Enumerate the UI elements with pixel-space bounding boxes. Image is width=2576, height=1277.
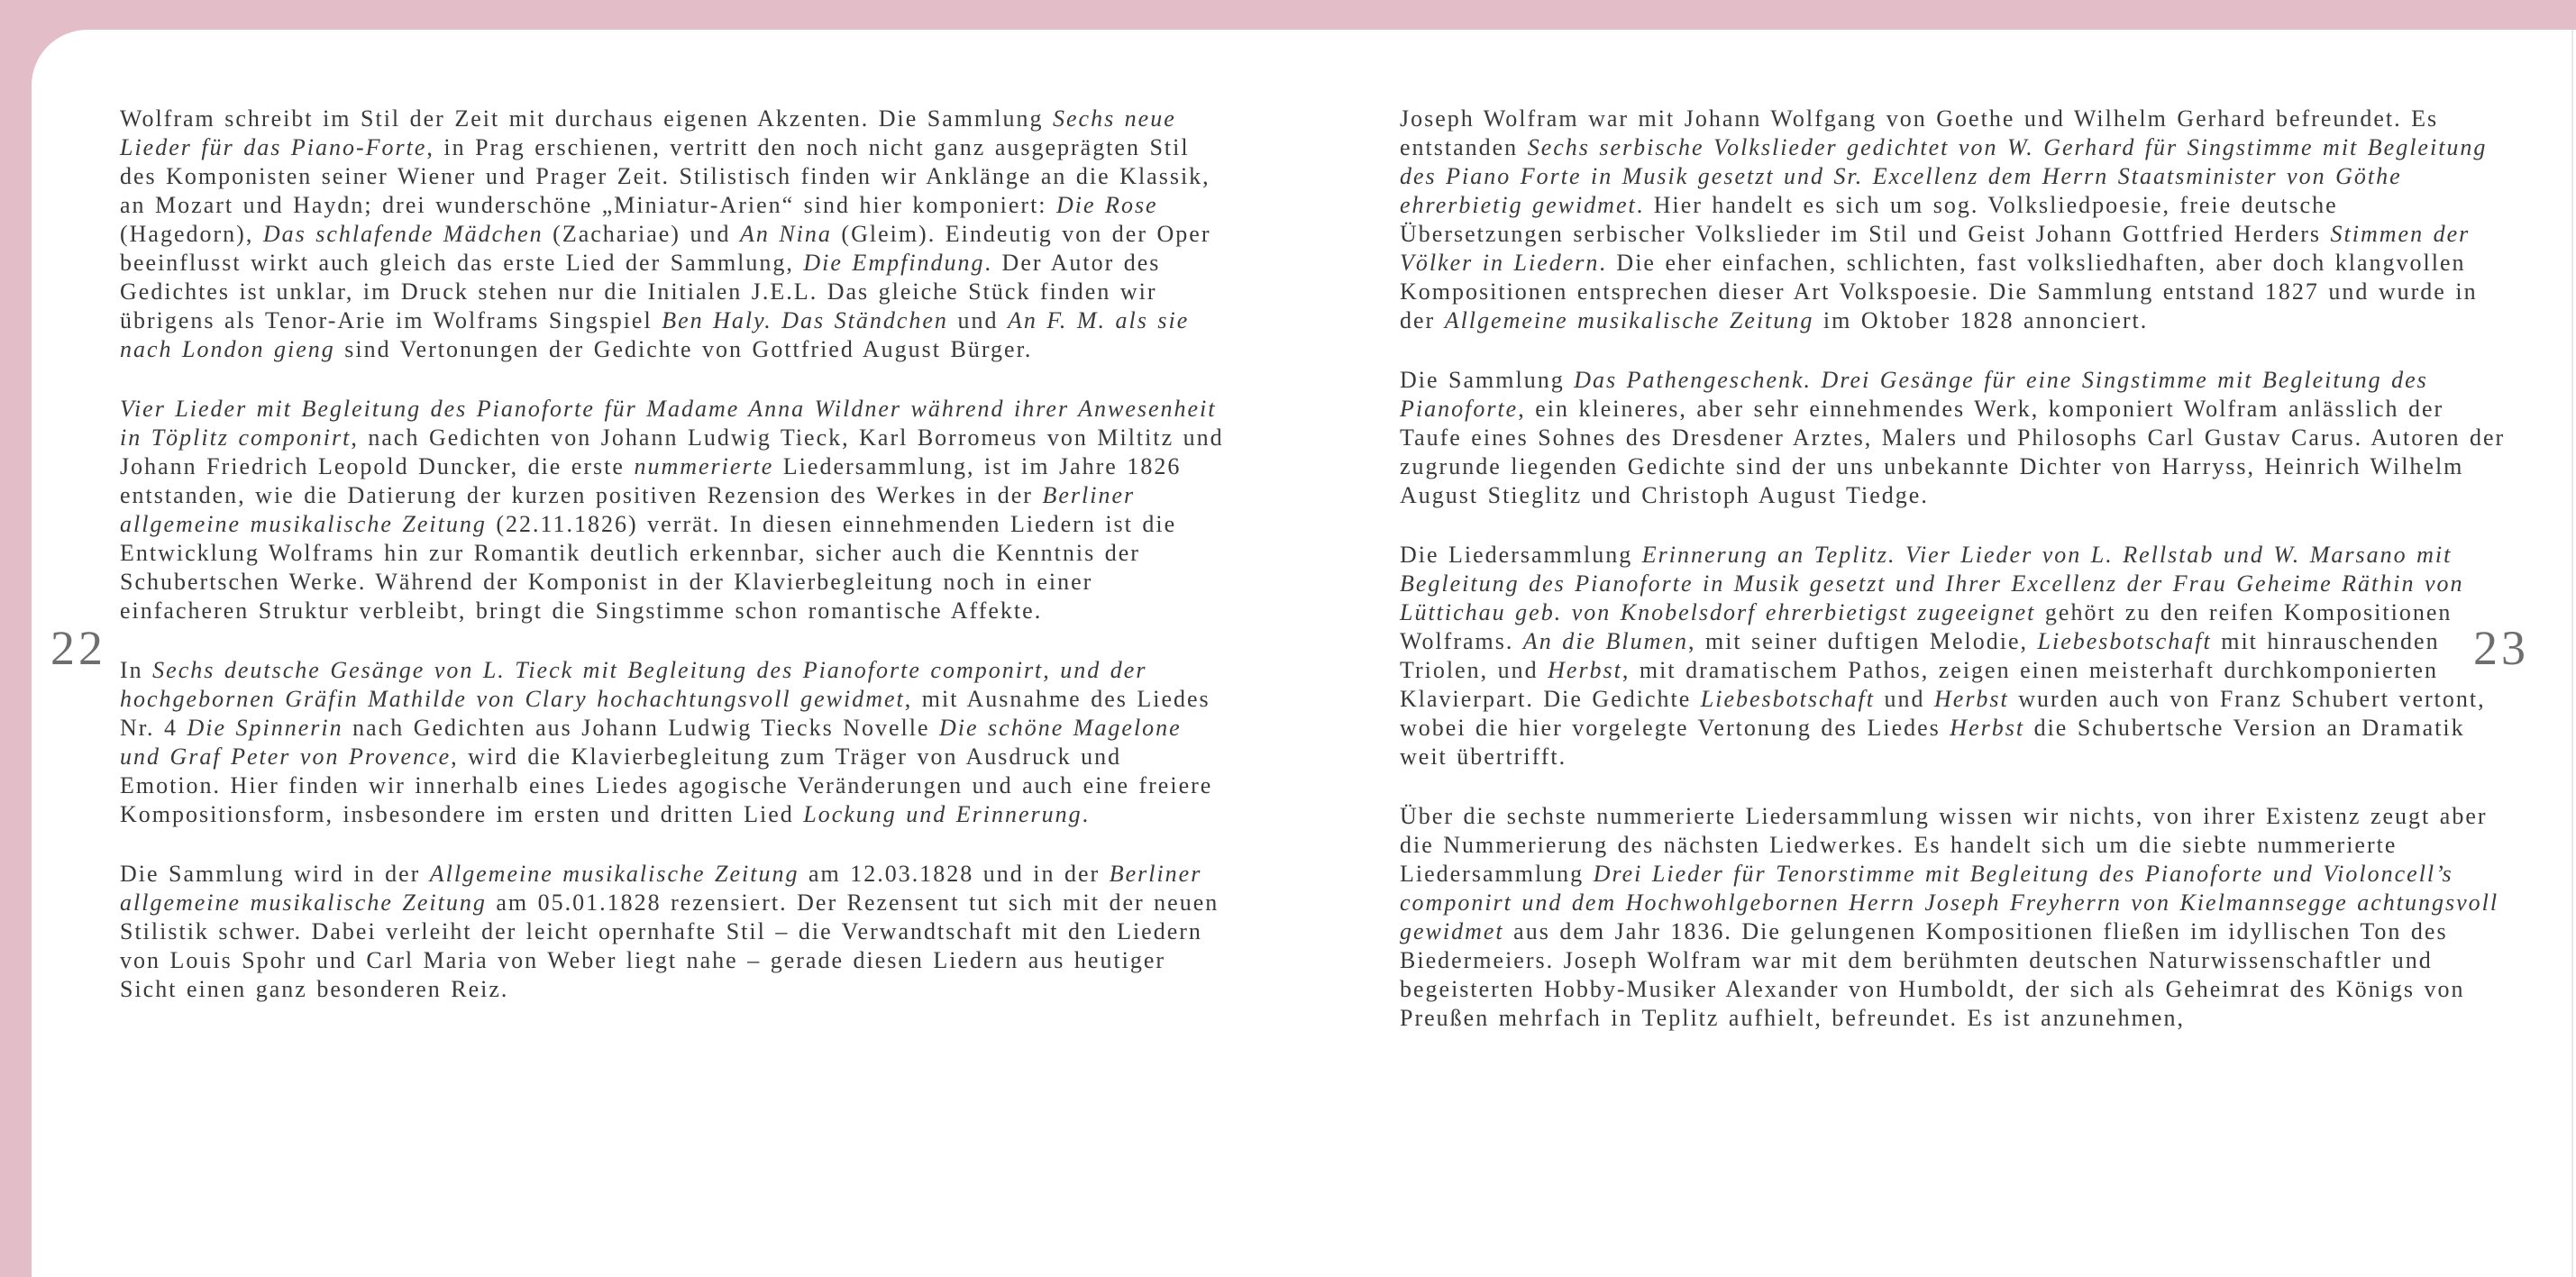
body-text: (22.11.1826) verrät. In diesen einnehmenden Liedern ist die Entwicklung Wolframs hin zur Romantik deutlich erkennbar, sicher auch die Kenntnis der Schubertschen Werke. Während der Komponist in der Klavierbegleitung noch in einer einfacheren Struktur verbleibt, bringt die Singstimme schon romantische Affekte. xyxy=(120,511,1177,624)
paragraph xyxy=(120,656,1227,829)
paragraph xyxy=(1400,366,2507,510)
left-page-text-column xyxy=(120,105,1227,1004)
work-title-italic: Allgemeine musikalische Zeitung xyxy=(429,861,799,887)
work-title-italic: An Nina xyxy=(739,221,832,247)
paragraph xyxy=(1400,105,2507,335)
body-text: am 05.01.1828 rezensiert. Der Rezensent tut sich mit der neuen Stilistik schwer. Dabei verleiht der leicht opernhafte Stil – die Verwandtschaft mit den Liedern von Louis Spohr und Carl Maria von Weber liegt nahe – gerade diesen Liedern aus heutiger Sicht einen ganz besonderen Reiz. xyxy=(120,889,1219,1002)
body-text: . Der Autor des Gedichtes ist unklar, im Druck stehen nur die Initialen J.E.L. Das gleiche Stück finden wir übrigens als Tenor-Arie im Wolframs Singspiel xyxy=(120,250,1161,333)
work-title-italic: Lockung und Erinnerung xyxy=(803,801,1082,827)
body-text: im Oktober 1828 annonciert. xyxy=(1813,307,2149,333)
body-text: sind Vertonungen der Gedichte von Gottfried August Bürger. xyxy=(334,336,1033,362)
work-title-italic: Liebesbotschaft xyxy=(2037,628,2212,654)
work-title-italic: Die Spinnerin xyxy=(187,715,343,741)
page-number-left: 22 xyxy=(50,621,106,675)
body-text: Die Sammlung xyxy=(1400,367,1575,393)
work-title-italic: Sechs serbische Volkslieder gedichtet von W. Gerhard für Singstimme mit Begleitung des Piano Forte in Musik gesetzt und Sr. Excellenz dem Herrn Staatsminister von Göthe ehrerbietig gewidmet xyxy=(1400,134,2488,218)
body-text: Joseph Wolfram war mit Johann Wolfgang von Goethe und Wilhelm Gerhard befreundet. Es entstanden xyxy=(1400,105,2439,160)
body-text: gehört zu den reifen Kompositionen Wolframs. xyxy=(1400,599,2453,654)
body-text: , mit Ausnahme des Liedes Nr. 4 xyxy=(120,686,1210,741)
body-text: Liedersammlung, ist im Jahre 1826 entstanden, wie die Datierung der kurzen positiven Rezension des Werkes in der xyxy=(120,453,1182,508)
body-text: , ein kleineres, aber sehr einnehmendes Werk, komponiert Wolfram anlässlich der Taufe eines Sohnes des Dresdener Arztes, Malers und Philosophs Carl Gustav Carus. Autoren der zugrunde liegenden Gedichte sind der uns unbekannte Dichter von Harryss, Heinrich Wilhelm August Stieglitz und Christoph August Tiedge. xyxy=(1400,396,2506,508)
paragraph xyxy=(1400,802,2507,1033)
paragraph xyxy=(1400,541,2507,771)
body-text: und xyxy=(1875,686,1934,712)
work-title-italic: Die Rose xyxy=(1056,192,1158,218)
body-text: Die Sammlung wird in der xyxy=(120,861,430,887)
body-text: am 12.03.1828 und in der xyxy=(799,861,1110,887)
work-title-italic: Die Empfindung xyxy=(803,250,985,276)
body-text: . xyxy=(1082,801,1091,827)
body-text: (Gleim). Eindeutig von der Oper beeinflusst wirkt auch gleich das erste Lied der Sammlung, xyxy=(120,221,1211,276)
work-title-italic: Sechs deutsche Gesänge von L. Tieck mit Begleitung des Pianoforte componirt, und der hochgebornen Gräfin Mathilde von Clary hochachtungsvoll gewidmet xyxy=(120,657,1147,712)
body-text: , mit dramatischem Pathos, zeigen einen meisterhaft durchkomponierten Klavierpart. Die Gedichte xyxy=(1400,657,2438,712)
body-text: In xyxy=(120,657,153,683)
right-page-text-column xyxy=(1400,105,2507,1033)
body-text: (Hagedorn), xyxy=(120,221,263,247)
body-text: , nach Gedichten von Johann Ludwig Tieck, Karl Borromeus von Miltitz und Johann Friedrich Leopold Duncker, die erste xyxy=(120,424,1224,479)
body-text: und xyxy=(947,307,1008,333)
body-text: , wird die Klavierbegleitung zum Träger von Ausdruck und Emotion. Hier finden wir innerhalb eines Liedes agogische Veränderungen und auch eine freiere Kompositionsform, insbesondere im ersten und dritten Lied xyxy=(120,743,1213,827)
work-title-italic: Die schöne Magelone und Graf Peter von Provence xyxy=(120,715,1182,770)
paragraph xyxy=(120,105,1227,364)
work-title-italic: nummerierte xyxy=(634,453,774,479)
body-text: . Hier handelt es sich um sog. Volksliedpoesie, freie deutsche Übersetzungen serbischer Volkslieder im Stil und Geist Johann Gottfried Herders xyxy=(1400,192,2338,247)
work-title-italic: Das Pathengeschenk. Drei Gesänge für eine Singstimme mit Begleitung des Pianoforte xyxy=(1400,367,2428,422)
work-title-italic: Berliner allgemeine musikalische Zeitung xyxy=(120,482,1136,537)
work-title-italic: Liebesbotschaft xyxy=(1700,686,1875,712)
paragraph xyxy=(120,860,1227,1004)
work-title-italic: Herbst xyxy=(1548,657,1622,683)
body-text: (Zachariae) und xyxy=(543,221,740,247)
body-text: , mit seiner duftigen Melodie, xyxy=(1687,628,2038,654)
page-number-right: 23 xyxy=(2473,621,2529,675)
work-title-italic: An F. M. als sie nach London gieng xyxy=(120,307,1190,362)
work-title-italic: An die Blumen xyxy=(1522,628,1688,654)
body-text: wurden auch von Franz Schubert vertont, wobei die hier vorgelegte Vertonung des Liedes xyxy=(1400,686,2486,741)
work-title-italic: Erinnerung an Teplitz. Vier Lieder von L. Rellstab und W. Marsano mit Begleitung des Pianoforte in Musik gesetzt und Ihrer Excellenz der Frau Geheime Räthin von Lüttichau geb. von Knobelsdorf ehrerbietigst zugeeignet xyxy=(1400,542,2464,625)
work-title-italic: Vier Lieder mit Begleitung des Pianoforte für Madame Anna Wildner während ihrer Anwesenheit in Töplitz componirt xyxy=(120,396,1217,451)
body-text: Über die sechste nummerierte Liedersammlung wissen wir nichts, von ihrer Existenz zeugt aber die Nummerierung des nächsten Liedwerkes. Es handelt sich um die siebte nummerierte Liedersammlung xyxy=(1400,803,2488,887)
body-text: . Die eher einfachen, schlichten, fast volksliedhaften, aber doch klangvollen Kompositionen entsprechen dieser Art Volkspoesie. Die Sammlung entstand 1827 und wurde in der xyxy=(1400,250,2478,333)
paragraph xyxy=(120,395,1227,625)
right-edge-line xyxy=(2571,30,2573,1277)
body-text: Die Liedersammlung xyxy=(1400,542,1642,568)
work-title-italic: Stimmen der Völker in Liedern xyxy=(1400,221,2471,276)
work-title-italic: Allgemeine musikalische Zeitung xyxy=(1444,307,1814,333)
body-text: mit hinrauschenden Triolen, und xyxy=(1400,628,2440,683)
work-title-italic: Berliner allgemeine musikalische Zeitung xyxy=(120,861,1202,916)
body-text: die Schubertsche Version an Dramatik weit übertrifft. xyxy=(1400,715,2465,770)
body-text: , in Prag erschienen, vertritt den noch nicht ganz ausgeprägten Stil des Komponisten seiner Wiener und Prager Zeit. Stilistisch finden wir Anklänge an die Klassik, an Mozart und Haydn; drei wunderschöne „Miniatur-Arien“ sind hier komponiert: xyxy=(120,134,1210,218)
work-title-italic: Herbst xyxy=(1934,686,2009,712)
work-title-italic: Herbst xyxy=(1950,715,2025,741)
work-title-italic: Drei Lieder für Tenorstimme mit Begleitung des Pianoforte und Violoncell’s componirt und dem Hochwohlgebornen Herrn Joseph Freyherrn von Kielmannsegge achtungsvoll gewidmet xyxy=(1400,861,2499,944)
work-title-italic: Das schlafende Mädchen xyxy=(262,221,544,247)
body-text: Wolfram schreibt im Stil der Zeit mit durchaus eigenen Akzenten. Die Sammlung xyxy=(120,105,1053,132)
work-title-italic: Sechs neue Lieder für das Piano-Forte xyxy=(120,105,1176,160)
body-text: aus dem Jahr 1836. Die gelungenen Kompositionen fließen im idyllischen Ton des Biedermeiers. Joseph Wolfram war mit dem berühmten deutschen Naturwissenschaftler und begeisterten Hobby-Musiker Alexander von Humboldt, der sich als Geheimrat des Königs von Preußen mehrfach in Teplitz aufhielt, befreundet. Es ist anzunehmen, xyxy=(1400,918,2465,1031)
work-title-italic: Ben Haly. Das Ständchen xyxy=(662,307,948,333)
body-text: nach Gedichten aus Johann Ludwig Tiecks Novelle xyxy=(343,715,940,741)
